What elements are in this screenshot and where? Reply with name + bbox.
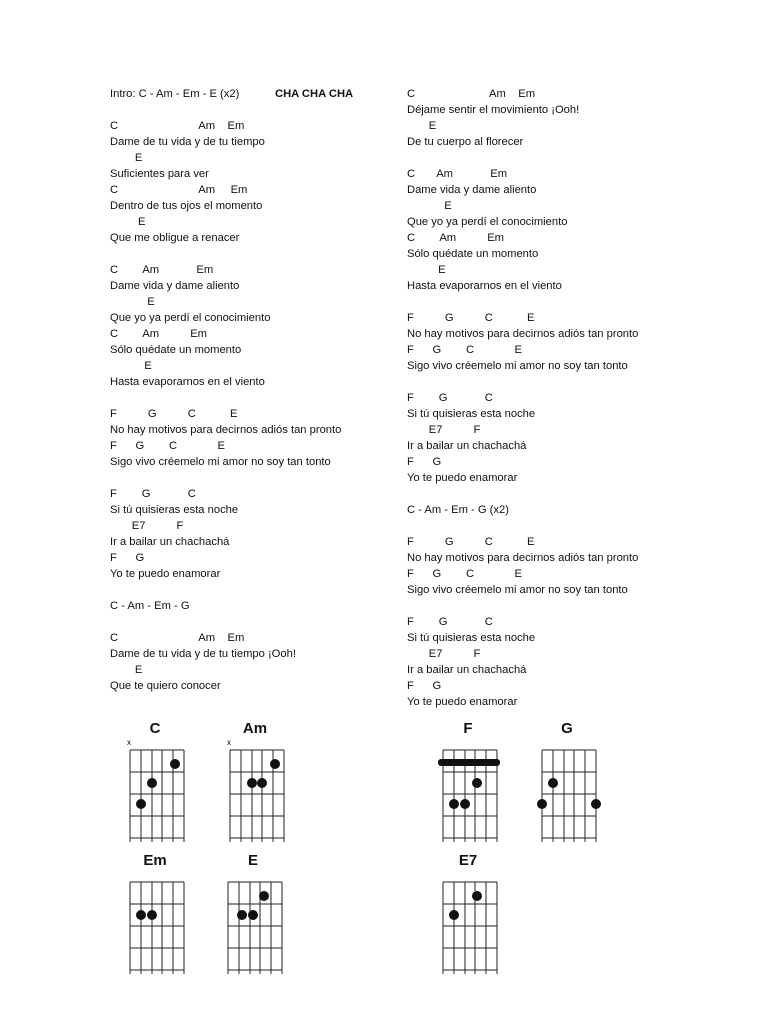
lyric-line: E [110,216,146,228]
lyric-line: No hay motivos para decirnos adiós tan pronto [407,328,639,340]
finger-dot [136,910,146,920]
lyric-line: E7 F [110,520,184,532]
chord-diagram-c [100,720,210,850]
finger-dot [170,759,180,769]
lyric-line: Déjame sentir el movimiento ¡Ooh! [407,104,580,116]
lyric-line: C Am Em [110,184,248,196]
lyric-line: De tu cuerpo al florecer [407,136,524,148]
lyric-line: E [110,296,155,308]
lyric-line [110,582,390,598]
lyric-line: F G [407,680,442,692]
lyric-line: No hay motivos para decirnos adiós tan pronto [110,424,342,436]
finger-dot [548,778,558,788]
lyric-line: C Am Em [407,168,508,180]
finger-dot [237,910,247,920]
lyric-line: Sigo vivo créemelo mi amor no soy tan tonto [110,456,331,468]
song-title: CHA CHA CHA [275,88,354,100]
lyric-line: E7 F [407,648,481,660]
lyric-line: F G C [110,488,196,500]
chord-diagram-am [200,720,310,850]
lyric-line: Que yo ya perdí el conocimiento [407,216,568,228]
lyric-line: C Am Em [407,232,504,244]
lyric-line: F G C E [407,344,522,356]
lyric-line [407,598,707,614]
lyric-line: F G C E [110,440,225,452]
chord-diagram-f [413,720,523,850]
chord-name: C [149,720,161,737]
lyric-line: Ir a bailar un chachachá [110,536,230,548]
lyrics-left-column [110,86,390,694]
lyric-line: F G C E [407,568,522,580]
finger-dot [472,778,482,788]
lyric-line: No hay motivos para decirnos adiós tan pronto [407,552,639,564]
lyric-line: E [407,200,452,212]
lyric-line: C Am Em [110,632,245,644]
lyric-line: Dame de tu vida y de tu tiempo ¡Ooh! [110,648,296,660]
finger-dot [248,910,258,920]
chord-diagram-e7 [413,852,523,982]
finger-dot [591,799,601,809]
finger-dot [147,910,157,920]
lyric-line [110,470,390,486]
lyric-line [407,374,707,390]
finger-dot [449,910,459,920]
lyric-line: Suficientes para ver [110,168,209,180]
lyric-line: Hasta evaporarnos en el viento [110,376,265,388]
lyric-line: F G C [407,616,493,628]
lyric-line: F G C E [407,312,535,324]
lyric-line: F G C [407,392,493,404]
chord-name: Em [143,852,167,869]
lyric-line: Intro: C - Am - Em - E (x2) [110,88,240,100]
finger-dot [537,799,547,809]
lyric-line: E [110,152,143,164]
finger-dot [147,778,157,788]
lyric-line: Dame vida y dame aliento [407,184,537,196]
lyric-line: E [110,360,152,372]
lyric-line: E [407,264,446,276]
barre [438,759,500,766]
chord-name: E7 [458,852,478,869]
lyric-line [407,150,707,166]
mute-mark: x [227,738,231,747]
finger-dot [270,759,280,769]
lyric-line [407,486,707,502]
lyric-line [407,518,707,534]
lyric-line: Sólo quédate un momento [407,248,539,260]
lyric-line: Ir a bailar un chachachá [407,664,527,676]
lyric-line: Yo te puedo enamorar [110,568,221,580]
finger-dot [247,778,257,788]
lyric-line: F G C E [110,408,238,420]
finger-dot [472,891,482,901]
chord-name: E [247,852,258,869]
lyrics-right-column [407,86,707,710]
lyric-line: C - Am - Em - G (x2) [407,504,509,516]
lyric-line: Dame vida y dame aliento [110,280,240,292]
finger-dot [257,778,267,788]
lyric-line: E [110,664,143,676]
chord-name: F [463,720,473,737]
lyric-line [110,614,390,630]
lyric-line: Que yo ya perdí el conocimiento [110,312,271,324]
lyric-line: C - Am - Em - G [110,600,190,612]
lyric-line: Que te quiero conocer [110,680,221,692]
chord-diagram-em [100,852,210,982]
lyric-line: Dentro de tus ojos el momento [110,200,263,212]
lyric-line: Si tú quisieras esta noche [407,408,536,420]
chord-diagram-e [198,852,308,982]
chord-name: G [561,720,573,737]
chord-diagram-g [512,720,622,850]
lyric-line: Si tú quisieras esta noche [407,632,536,644]
lyric-line: Yo te puedo enamorar [407,696,518,708]
lyric-line: F G [407,456,442,468]
finger-dot [259,891,269,901]
lyric-line [110,246,390,262]
lyric-line: Si tú quisieras esta noche [110,504,239,516]
lyric-line: Sigo vivo créemelo mi amor no soy tan tonto [407,360,628,372]
chord-name: Am [242,720,268,737]
lyric-line: Que me obligue a renacer [110,232,240,244]
lyric-line: Hasta evaporarnos en el viento [407,280,562,292]
lyric-line: C Am Em [407,88,536,100]
lyric-line: Ir a bailar un chachachá [407,440,527,452]
finger-dot [136,799,146,809]
lyric-line: C Am Em [110,264,214,276]
lyric-line [110,390,390,406]
lyric-line: Yo te puedo enamorar [407,472,518,484]
finger-dot [460,799,470,809]
lyric-line: F G C E [407,536,535,548]
finger-dot [449,799,459,809]
lyric-line: C Am Em [110,120,245,132]
lyric-line: F G [110,552,145,564]
lyric-line: Sólo quédate un momento [110,344,242,356]
mute-mark: x [127,738,131,747]
lyric-line: C Am Em [110,328,207,340]
lyric-line: Dame de tu vida y de tu tiempo [110,136,265,148]
lyric-line [407,294,707,310]
lyric-line: E7 F [407,424,481,436]
lyric-line [110,102,390,118]
lyric-line: Sigo vivo créemelo mi amor no soy tan tonto [407,584,628,596]
lyric-line: E [407,120,437,132]
